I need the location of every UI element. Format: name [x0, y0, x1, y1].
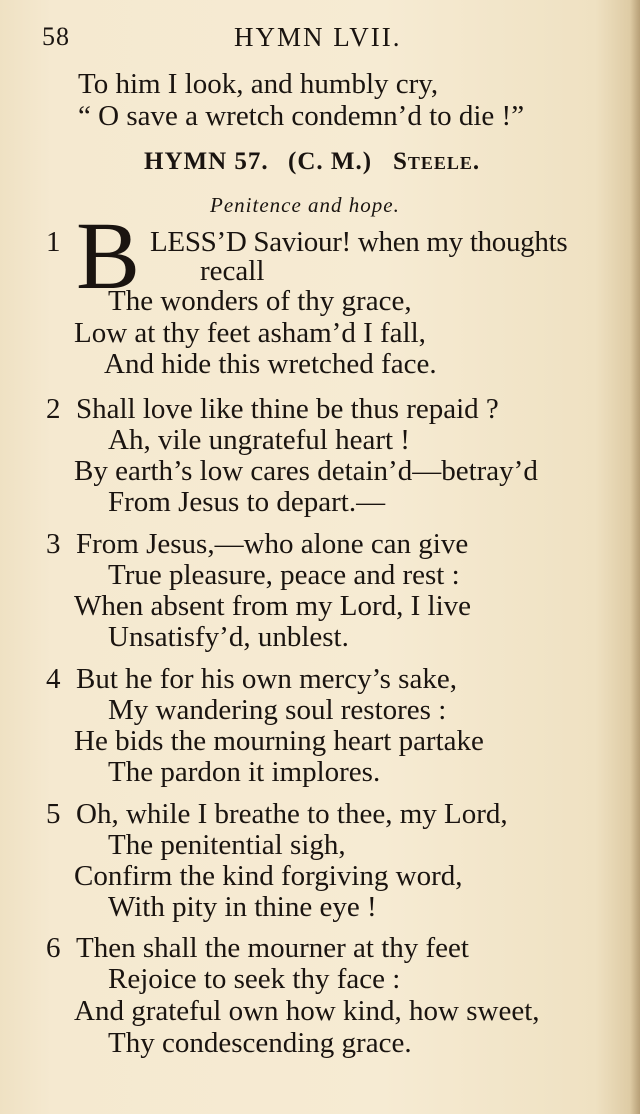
running-head: HYMN LVII. — [234, 22, 402, 52]
verse-line: Thy condescending grace. — [108, 1027, 412, 1059]
verse-line: And hide this wretched face. — [104, 348, 437, 380]
page-number: 58 — [42, 22, 70, 51]
verse-line: Low at thy feet asham’d I fall, — [74, 317, 426, 349]
verse-line: Ah, vile ungrateful heart ! — [108, 424, 410, 456]
drop-cap: B — [76, 202, 141, 309]
verse-line: The pardon it implores. — [108, 756, 381, 788]
verse-line: Unsatisfy’d, unblest. — [108, 621, 349, 653]
verse-line: True pleasure, peace and rest : — [108, 559, 460, 591]
verse-number: 3 — [46, 528, 61, 560]
verse-line: Oh, while I breathe to thee, my Lord, — [76, 798, 508, 830]
verse-line: From Jesus,—who alone can give — [76, 528, 469, 560]
verse-line: But he for his own mercy’s sake, — [76, 663, 457, 695]
verse-line: From Jesus to depart.— — [108, 486, 386, 518]
verse-line: My wandering soul restores : — [108, 694, 447, 726]
verse-line: He bids the mourning heart partake — [74, 725, 484, 757]
verse-line: With pity in thine eye ! — [108, 891, 377, 923]
verse-number: 1 — [46, 226, 61, 258]
verse-line: And grateful own how kind, how sweet, — [74, 995, 540, 1027]
verse-line: The penitential sigh, — [108, 829, 346, 861]
verse-number: 5 — [46, 798, 61, 830]
verse-line: The wonders of thy grace, — [108, 285, 412, 317]
page-edge-shadow — [630, 0, 640, 1114]
hymn-title: HYMN 57. — [144, 148, 269, 175]
verse-line: When absent from my Lord, I live — [74, 590, 472, 622]
verse-number: 2 — [46, 393, 61, 425]
hymn-subtitle: Penitence and hope. — [210, 193, 400, 217]
verse-line: Shall love like thine be thus repaid ? — [76, 393, 499, 425]
verse-number: 4 — [46, 663, 61, 695]
previous-hymn-line: “ O save a wretch condemn’d to die !” — [78, 100, 525, 132]
verse-line: By earth’s low cares detain’d—betray’d — [74, 455, 538, 487]
hymn-author: Steele. — [393, 148, 481, 175]
verse-number: 6 — [46, 932, 61, 964]
verse-line: Rejoice to seek thy face : — [108, 963, 401, 995]
verse-line: Confirm the kind forgiving word, — [74, 860, 463, 892]
verse-line: recall — [200, 255, 265, 287]
previous-hymn-line: To him I look, and humbly cry, — [78, 68, 439, 100]
verse-line: Then shall the mourner at thy feet — [76, 932, 469, 964]
hymn-meter: (C. M.) — [288, 148, 373, 175]
verse-line: LESS’D Saviour! when my thoughts — [150, 226, 568, 258]
